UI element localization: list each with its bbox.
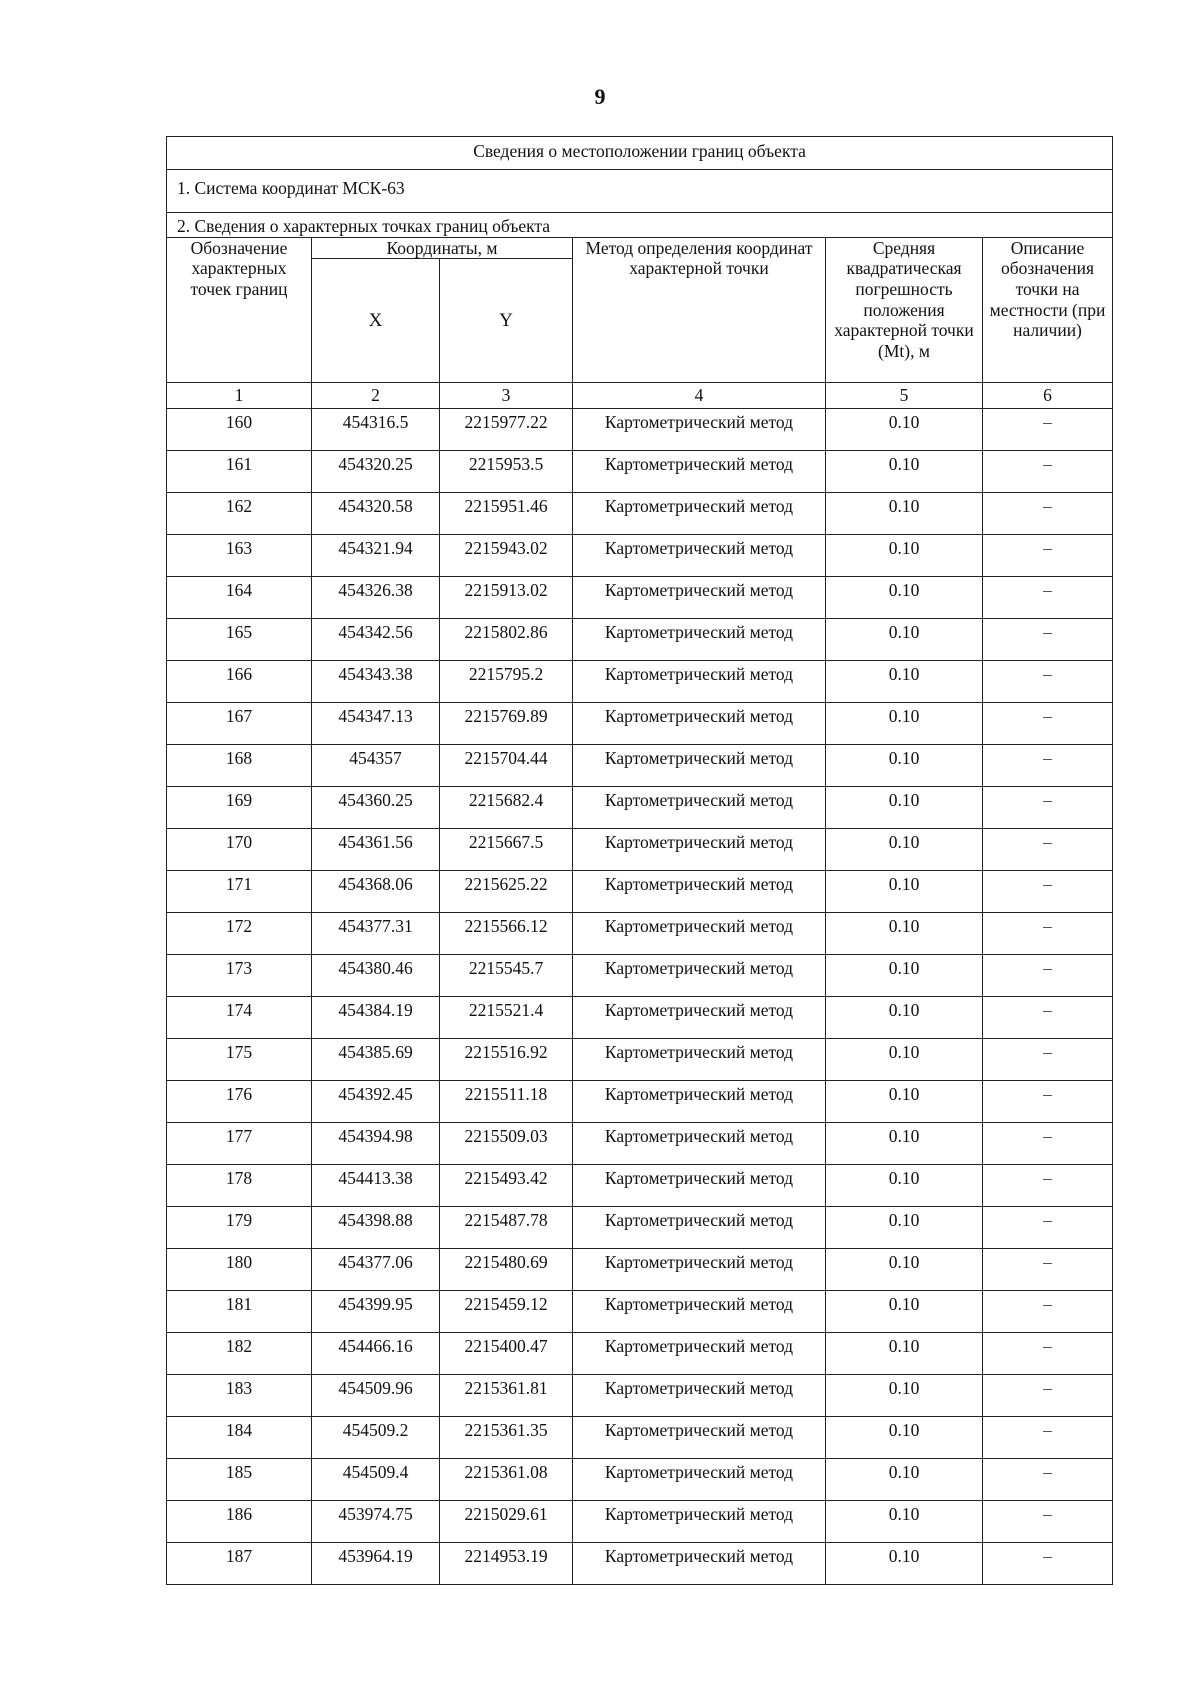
description-cell: – bbox=[983, 492, 1113, 534]
description-cell: – bbox=[983, 1206, 1113, 1248]
description-cell: – bbox=[983, 450, 1113, 492]
method-cell: Картометрический метод bbox=[573, 828, 826, 870]
table-title: Сведения о местоположении границ объекта bbox=[167, 137, 1113, 170]
x-coordinate-cell: 454360.25 bbox=[312, 786, 440, 828]
y-coordinate-cell: 2215029.61 bbox=[440, 1500, 573, 1542]
column-number-2: 2 bbox=[312, 383, 440, 409]
description-cell: – bbox=[983, 1080, 1113, 1122]
point-designation-cell: 173 bbox=[167, 954, 312, 996]
y-coordinate-cell: 2215953.5 bbox=[440, 450, 573, 492]
header-y: Y bbox=[440, 259, 573, 383]
error-cell: 0.10 bbox=[826, 1248, 983, 1290]
y-coordinate-cell: 2215361.08 bbox=[440, 1458, 573, 1500]
x-coordinate-cell: 454343.38 bbox=[312, 660, 440, 702]
x-coordinate-cell: 454342.56 bbox=[312, 618, 440, 660]
method-cell: Картометрический метод bbox=[573, 1290, 826, 1332]
error-cell: 0.10 bbox=[826, 828, 983, 870]
description-cell: – bbox=[983, 744, 1113, 786]
point-designation-cell: 185 bbox=[167, 1458, 312, 1500]
method-cell: Картометрический метод bbox=[573, 492, 826, 534]
description-cell: – bbox=[983, 702, 1113, 744]
y-coordinate-cell: 2215487.78 bbox=[440, 1206, 573, 1248]
method-cell: Картометрический метод bbox=[573, 996, 826, 1038]
description-cell: – bbox=[983, 408, 1113, 450]
point-designation-cell: 162 bbox=[167, 492, 312, 534]
method-cell: Картометрический метод bbox=[573, 534, 826, 576]
table-row bbox=[167, 1374, 1113, 1416]
table-row bbox=[167, 1332, 1113, 1374]
error-cell: 0.10 bbox=[826, 1122, 983, 1164]
point-designation-cell: 178 bbox=[167, 1164, 312, 1206]
description-cell: – bbox=[983, 786, 1113, 828]
page-number: 9 bbox=[594, 84, 606, 109]
method-cell: Картометрический метод bbox=[573, 744, 826, 786]
x-coordinate-cell: 454357 bbox=[312, 744, 440, 786]
x-coordinate-cell: 454368.06 bbox=[312, 870, 440, 912]
y-coordinate-cell: 2215943.02 bbox=[440, 534, 573, 576]
table-row bbox=[167, 1458, 1113, 1500]
table-row bbox=[167, 912, 1113, 954]
header-coordinates: Координаты, м bbox=[312, 237, 573, 259]
y-coordinate-cell: 2215521.4 bbox=[440, 996, 573, 1038]
description-cell: – bbox=[983, 1500, 1113, 1542]
coordinate-system-label: 1. Система координат МСК-63 bbox=[167, 170, 1113, 213]
table-row bbox=[167, 1080, 1113, 1122]
error-cell: 0.10 bbox=[826, 618, 983, 660]
table-row bbox=[167, 702, 1113, 744]
description-cell: – bbox=[983, 1248, 1113, 1290]
point-designation-cell: 168 bbox=[167, 744, 312, 786]
method-cell: Картометрический метод bbox=[573, 1542, 826, 1584]
method-cell: Картометрический метод bbox=[573, 702, 826, 744]
y-coordinate-cell: 2215977.22 bbox=[440, 408, 573, 450]
point-designation-cell: 167 bbox=[167, 702, 312, 744]
table-row bbox=[167, 1164, 1113, 1206]
description-cell: – bbox=[983, 1038, 1113, 1080]
x-coordinate-cell: 454509.4 bbox=[312, 1458, 440, 1500]
table-row bbox=[167, 1542, 1113, 1584]
point-designation-cell: 182 bbox=[167, 1332, 312, 1374]
header-method: Метод определения координат характерной точки bbox=[573, 237, 826, 383]
x-coordinate-cell: 454399.95 bbox=[312, 1290, 440, 1332]
method-cell: Картометрический метод bbox=[573, 1458, 826, 1500]
method-cell: Картометрический метод bbox=[573, 1332, 826, 1374]
header-x: X bbox=[312, 259, 440, 383]
table-row bbox=[167, 492, 1113, 534]
method-cell: Картометрический метод bbox=[573, 786, 826, 828]
y-coordinate-cell: 2215361.81 bbox=[440, 1374, 573, 1416]
y-coordinate-cell: 2215480.69 bbox=[440, 1248, 573, 1290]
point-designation-cell: 170 bbox=[167, 828, 312, 870]
y-coordinate-cell: 2215667.5 bbox=[440, 828, 573, 870]
point-designation-cell: 187 bbox=[167, 1542, 312, 1584]
method-cell: Картометрический метод bbox=[573, 660, 826, 702]
x-coordinate-cell: 454321.94 bbox=[312, 534, 440, 576]
error-cell: 0.10 bbox=[826, 702, 983, 744]
header-description: Описание обозначения точки на местности (при наличии) bbox=[983, 237, 1113, 383]
x-coordinate-cell: 454347.13 bbox=[312, 702, 440, 744]
y-coordinate-cell: 2215361.35 bbox=[440, 1416, 573, 1458]
table-row bbox=[167, 744, 1113, 786]
method-cell: Картометрический метод bbox=[573, 1206, 826, 1248]
error-cell: 0.10 bbox=[826, 534, 983, 576]
x-coordinate-cell: 454384.19 bbox=[312, 996, 440, 1038]
x-coordinate-cell: 454509.2 bbox=[312, 1416, 440, 1458]
table-row bbox=[167, 1290, 1113, 1332]
table-row bbox=[167, 1416, 1113, 1458]
point-designation-cell: 169 bbox=[167, 786, 312, 828]
y-coordinate-cell: 2215493.42 bbox=[440, 1164, 573, 1206]
y-coordinate-cell: 2215400.47 bbox=[440, 1332, 573, 1374]
y-coordinate-cell: 2215509.03 bbox=[440, 1122, 573, 1164]
y-coordinate-cell: 2215795.2 bbox=[440, 660, 573, 702]
y-coordinate-cell: 2215704.44 bbox=[440, 744, 573, 786]
error-cell: 0.10 bbox=[826, 576, 983, 618]
error-cell: 0.10 bbox=[826, 1080, 983, 1122]
error-cell: 0.10 bbox=[826, 744, 983, 786]
point-designation-cell: 164 bbox=[167, 576, 312, 618]
x-coordinate-cell: 453964.19 bbox=[312, 1542, 440, 1584]
table-row bbox=[167, 450, 1113, 492]
column-number-5: 5 bbox=[826, 383, 983, 409]
y-coordinate-cell: 2215951.46 bbox=[440, 492, 573, 534]
y-coordinate-cell: 2215913.02 bbox=[440, 576, 573, 618]
method-cell: Картометрический метод bbox=[573, 870, 826, 912]
description-cell: – bbox=[983, 1374, 1113, 1416]
x-coordinate-cell: 454509.96 bbox=[312, 1374, 440, 1416]
error-cell: 0.10 bbox=[826, 1038, 983, 1080]
boundary-points-table bbox=[166, 136, 1113, 1585]
point-designation-cell: 180 bbox=[167, 1248, 312, 1290]
description-cell: – bbox=[983, 660, 1113, 702]
description-cell: – bbox=[983, 1458, 1113, 1500]
method-cell: Картометрический метод bbox=[573, 1122, 826, 1164]
method-cell: Картометрический метод bbox=[573, 576, 826, 618]
point-designation-cell: 165 bbox=[167, 618, 312, 660]
description-cell: – bbox=[983, 828, 1113, 870]
method-cell: Картометрический метод bbox=[573, 912, 826, 954]
y-coordinate-cell: 2215545.7 bbox=[440, 954, 573, 996]
header-designation: Обозначение характерных точек границ bbox=[167, 237, 312, 383]
point-designation-cell: 177 bbox=[167, 1122, 312, 1164]
error-cell: 0.10 bbox=[826, 786, 983, 828]
y-coordinate-cell: 2215682.4 bbox=[440, 786, 573, 828]
table-row bbox=[167, 1122, 1113, 1164]
method-cell: Картометрический метод bbox=[573, 1416, 826, 1458]
x-coordinate-cell: 454466.16 bbox=[312, 1332, 440, 1374]
description-cell: – bbox=[983, 1416, 1113, 1458]
method-cell: Картометрический метод bbox=[573, 408, 826, 450]
section-heading-points: 2. Сведения о характерных точках границ объекта bbox=[167, 213, 1113, 238]
table-row bbox=[167, 618, 1113, 660]
description-cell: – bbox=[983, 1290, 1113, 1332]
table-row bbox=[167, 954, 1113, 996]
table-row bbox=[167, 870, 1113, 912]
error-cell: 0.10 bbox=[826, 1164, 983, 1206]
column-number-6: 6 bbox=[983, 383, 1113, 409]
method-cell: Картометрический метод bbox=[573, 1248, 826, 1290]
error-cell: 0.10 bbox=[826, 1290, 983, 1332]
table-row bbox=[167, 1206, 1113, 1248]
point-designation-cell: 161 bbox=[167, 450, 312, 492]
point-designation-cell: 184 bbox=[167, 1416, 312, 1458]
point-designation-cell: 175 bbox=[167, 1038, 312, 1080]
table-row bbox=[167, 1248, 1113, 1290]
error-cell: 0.10 bbox=[826, 660, 983, 702]
point-designation-cell: 186 bbox=[167, 1500, 312, 1542]
description-cell: – bbox=[983, 870, 1113, 912]
column-number-1: 1 bbox=[167, 383, 312, 409]
y-coordinate-cell: 2215459.12 bbox=[440, 1290, 573, 1332]
error-cell: 0.10 bbox=[826, 1332, 983, 1374]
description-cell: – bbox=[983, 618, 1113, 660]
method-cell: Картометрический метод bbox=[573, 1080, 826, 1122]
error-cell: 0.10 bbox=[826, 1206, 983, 1248]
point-designation-cell: 166 bbox=[167, 660, 312, 702]
error-cell: 0.10 bbox=[826, 1416, 983, 1458]
table-row bbox=[167, 534, 1113, 576]
error-cell: 0.10 bbox=[826, 408, 983, 450]
x-coordinate-cell: 454385.69 bbox=[312, 1038, 440, 1080]
y-coordinate-cell: 2215566.12 bbox=[440, 912, 573, 954]
x-coordinate-cell: 454392.45 bbox=[312, 1080, 440, 1122]
table-row bbox=[167, 660, 1113, 702]
description-cell: – bbox=[983, 954, 1113, 996]
point-designation-cell: 163 bbox=[167, 534, 312, 576]
x-coordinate-cell: 454361.56 bbox=[312, 828, 440, 870]
description-cell: – bbox=[983, 1542, 1113, 1584]
description-cell: – bbox=[983, 1122, 1113, 1164]
table-row bbox=[167, 1500, 1113, 1542]
x-coordinate-cell: 454326.38 bbox=[312, 576, 440, 618]
x-coordinate-cell: 454413.38 bbox=[312, 1164, 440, 1206]
x-coordinate-cell: 454380.46 bbox=[312, 954, 440, 996]
table-row bbox=[167, 576, 1113, 618]
column-number-4: 4 bbox=[573, 383, 826, 409]
point-designation-cell: 176 bbox=[167, 1080, 312, 1122]
table-row bbox=[167, 996, 1113, 1038]
x-coordinate-cell: 454316.5 bbox=[312, 408, 440, 450]
y-coordinate-cell: 2214953.19 bbox=[440, 1542, 573, 1584]
x-coordinate-cell: 454398.88 bbox=[312, 1206, 440, 1248]
method-cell: Картометрический метод bbox=[573, 1038, 826, 1080]
description-cell: – bbox=[983, 996, 1113, 1038]
table-row bbox=[167, 408, 1113, 450]
x-coordinate-cell: 454377.31 bbox=[312, 912, 440, 954]
method-cell: Картометрический метод bbox=[573, 1500, 826, 1542]
error-cell: 0.10 bbox=[826, 912, 983, 954]
column-number-3: 3 bbox=[440, 383, 573, 409]
method-cell: Картометрический метод bbox=[573, 1164, 826, 1206]
error-cell: 0.10 bbox=[826, 1374, 983, 1416]
description-cell: – bbox=[983, 1164, 1113, 1206]
description-cell: – bbox=[983, 912, 1113, 954]
point-designation-cell: 183 bbox=[167, 1374, 312, 1416]
description-cell: – bbox=[983, 534, 1113, 576]
error-cell: 0.10 bbox=[826, 1500, 983, 1542]
y-coordinate-cell: 2215516.92 bbox=[440, 1038, 573, 1080]
y-coordinate-cell: 2215511.18 bbox=[440, 1080, 573, 1122]
method-cell: Картометрический метод bbox=[573, 618, 826, 660]
point-designation-cell: 181 bbox=[167, 1290, 312, 1332]
method-cell: Картометрический метод bbox=[573, 1374, 826, 1416]
error-cell: 0.10 bbox=[826, 996, 983, 1038]
description-cell: – bbox=[983, 1332, 1113, 1374]
error-cell: 0.10 bbox=[826, 1542, 983, 1584]
point-designation-cell: 174 bbox=[167, 996, 312, 1038]
y-coordinate-cell: 2215802.86 bbox=[440, 618, 573, 660]
table-row bbox=[167, 828, 1113, 870]
boundary-points-table-wrapper bbox=[166, 136, 1112, 1585]
point-designation-cell: 172 bbox=[167, 912, 312, 954]
table-row bbox=[167, 1038, 1113, 1080]
x-coordinate-cell: 454320.25 bbox=[312, 450, 440, 492]
header-error: Средняя квадратическая погрешность положения характерной точки (Mt), м bbox=[826, 237, 983, 383]
error-cell: 0.10 bbox=[826, 450, 983, 492]
point-designation-cell: 171 bbox=[167, 870, 312, 912]
x-coordinate-cell: 454320.58 bbox=[312, 492, 440, 534]
method-cell: Картометрический метод bbox=[573, 450, 826, 492]
x-coordinate-cell: 454394.98 bbox=[312, 1122, 440, 1164]
table-row bbox=[167, 786, 1113, 828]
y-coordinate-cell: 2215625.22 bbox=[440, 870, 573, 912]
point-designation-cell: 160 bbox=[167, 408, 312, 450]
error-cell: 0.10 bbox=[826, 954, 983, 996]
error-cell: 0.10 bbox=[826, 1458, 983, 1500]
point-designation-cell: 179 bbox=[167, 1206, 312, 1248]
x-coordinate-cell: 454377.06 bbox=[312, 1248, 440, 1290]
method-cell: Картометрический метод bbox=[573, 954, 826, 996]
description-cell: – bbox=[983, 576, 1113, 618]
error-cell: 0.10 bbox=[826, 870, 983, 912]
x-coordinate-cell: 453974.75 bbox=[312, 1500, 440, 1542]
error-cell: 0.10 bbox=[826, 492, 983, 534]
y-coordinate-cell: 2215769.89 bbox=[440, 702, 573, 744]
